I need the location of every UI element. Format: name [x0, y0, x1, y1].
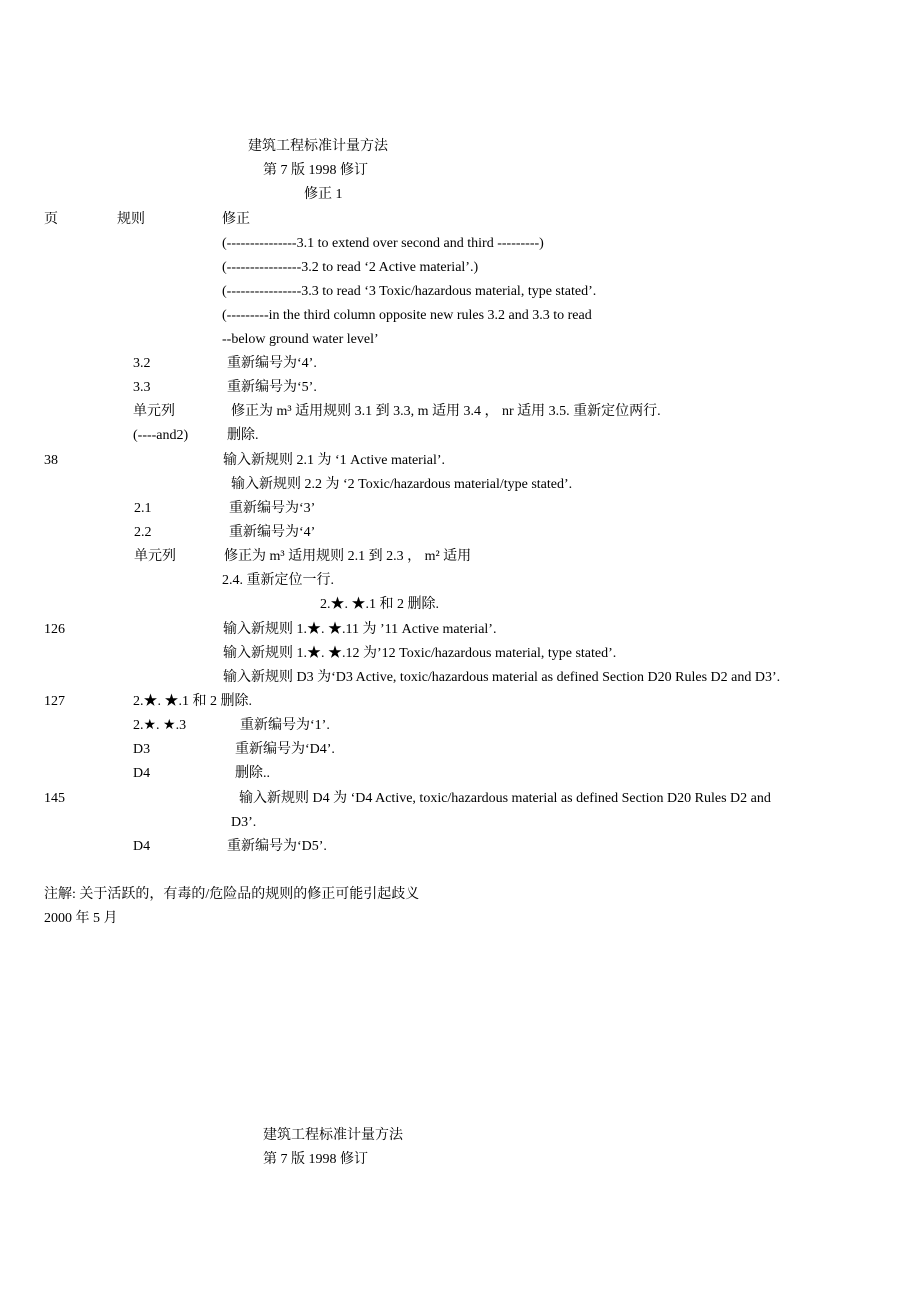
amendment-cell: 重新编号为‘D5’. — [227, 839, 327, 854]
amendment-cell: 输入新规则 D3 为‘D3 Active, toxic/hazardous material as defined Section D20 Rules D2 and D3’. — [223, 670, 781, 685]
intro-line: (---------in the third column opposite new rules 3.2 and 3.3 to read — [222, 308, 592, 323]
intro-line: (----------------3.2 to read ‘2 Active material’.) — [222, 260, 479, 275]
rule-cell: 单元列 — [134, 549, 176, 564]
next-page-edition: 第 7 版 1998 修订 — [263, 1152, 368, 1167]
intro-line: (----------------3.3 to read ‘3 Toxic/hazardous material, type stated’. — [222, 284, 597, 299]
amendment-cell: 输入新规则 2.1 为 ‘1 Active material’. — [223, 453, 446, 468]
rule-cell: D4 — [133, 839, 151, 854]
edition-line: 第 7 版 1998 修订 — [263, 163, 368, 178]
amendment-cell: 输入新规则 1.★. ★.12 为’12 Toxic/hazardous material, type stated’. — [223, 646, 617, 661]
amendment-cell: 重新编号为‘5’. — [227, 380, 317, 395]
page-cell: 126 — [44, 622, 65, 637]
amendment-cell: 输入新规则 2.2 为 ‘2 Toxic/hazardous material/type stated’. — [231, 477, 573, 492]
amendment-cell: D3’. — [231, 815, 257, 830]
rule-cell: 2.1 — [134, 501, 152, 516]
rule-cell: (----and2) — [133, 428, 189, 443]
amendment-cell: 重新编号为‘D4’. — [235, 742, 335, 757]
amendment-cell: 重新编号为‘4’ — [229, 525, 316, 540]
page-cell: 127 — [44, 694, 65, 709]
intro-line: --below ground water level’ — [222, 332, 379, 347]
amendment-cell: 2.★. ★.1 和 2 删除. — [320, 597, 439, 612]
amendment-cell: 修正为 m³ 适用规则 3.1 到 3.3, m 适用 3.4 ， nr 适用 3.5. 重新定位两行. — [231, 404, 661, 419]
rule-cell: 2.★. ★.3 — [133, 718, 187, 733]
amendment-cell: 2.4. 重新定位一行. — [222, 573, 334, 588]
amendment-cell: 删除. — [227, 428, 259, 443]
rule-cell: D3 — [133, 742, 151, 757]
rule-cell: 3.2 — [133, 356, 151, 371]
note: 注解: 关于活跃的，有毒的/危险品的规则的修正可能引起歧义 — [44, 887, 420, 902]
document-title: 建筑工程标准计量方法 — [248, 139, 388, 154]
next-page-title: 建筑工程标准计量方法 — [263, 1128, 403, 1143]
rule-cell: 单元列 — [133, 404, 175, 419]
date: 2000 年 5 月 — [44, 911, 118, 926]
page-cell: 38 — [44, 453, 58, 468]
rule-cell: D4 — [133, 766, 151, 781]
rule-cell: 3.3 — [133, 380, 151, 395]
amendment-number: 修正 1 — [304, 187, 343, 202]
rule-cell: 2.★. ★.1 和 2 删除. — [133, 694, 252, 709]
amendment-cell: 输入新规则 D4 为 ‘D4 Active, toxic/hazardous material as defined Section D20 Rules D2 and — [239, 791, 771, 806]
amendment-cell: 删除.. — [235, 766, 270, 781]
column-header-page: 页 — [44, 212, 58, 227]
intro-line: (---------------3.1 to extend over second and third ---------) — [222, 236, 544, 251]
amendment-cell: 重新编号为‘1’. — [240, 718, 330, 733]
page-cell: 145 — [44, 791, 65, 806]
column-header-rule: 规则 — [117, 212, 145, 227]
amendment-cell: 重新编号为‘4’. — [227, 356, 317, 371]
rule-cell: 2.2 — [134, 525, 152, 540]
amendment-cell: 重新编号为‘3’ — [229, 501, 316, 516]
amendment-cell: 输入新规则 1.★. ★.11 为 ’11 Active material’. — [223, 622, 497, 637]
amendment-cell: 修正为 m³ 适用规则 2.1 到 2.3 ， m² 适用 — [224, 549, 472, 564]
column-header-amendment: 修正 — [222, 212, 250, 227]
